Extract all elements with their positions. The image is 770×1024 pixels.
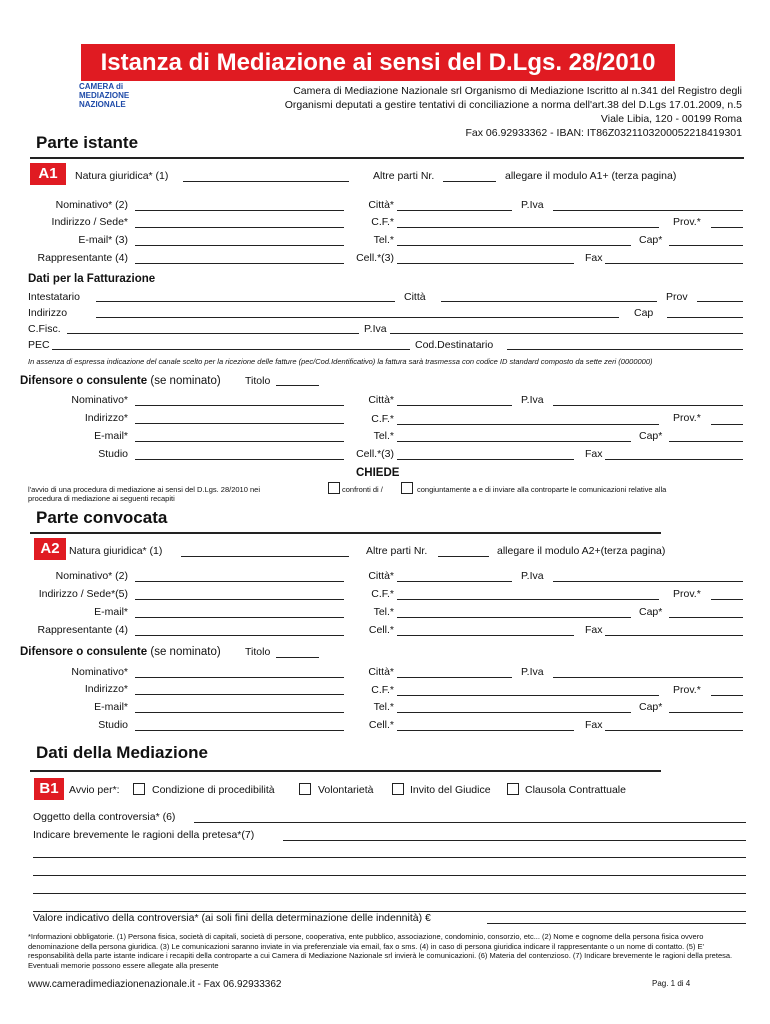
cap-field[interactable]: [669, 245, 743, 246]
difensore2-fax-field[interactable]: [605, 730, 743, 731]
conv-piva-field[interactable]: [553, 581, 743, 582]
difensore2-cf-field[interactable]: [397, 695, 659, 696]
difensore1-studio-field[interactable]: [135, 459, 344, 460]
conv-label-rappresentante: Rappresentante (4): [37, 624, 128, 636]
difensore1-label-cell: Cell.*(3): [356, 448, 394, 460]
oggetto-field[interactable]: [194, 822, 746, 823]
conv-label-prov: Prov.*: [673, 588, 701, 600]
difensore1-label-piva: P.Iva: [521, 394, 544, 406]
label-fatt-citta: Città: [404, 291, 426, 303]
logo-line-2: MEDIAZIONE: [79, 91, 130, 100]
conv-label-citta: Città*: [368, 570, 394, 582]
citta-field[interactable]: [397, 210, 512, 211]
difensore2-label-email: E-mail*: [94, 701, 128, 713]
conv-altre-parti-field[interactable]: [438, 556, 489, 557]
conv-nominativo-field[interactable]: [135, 581, 344, 582]
checkbox-clausola[interactable]: [507, 783, 519, 795]
label-fatt-piva: P.Iva: [364, 323, 387, 335]
difensore1-fax-field[interactable]: [605, 459, 743, 460]
difensore2-tel-field[interactable]: [397, 712, 631, 713]
difensore2-citta-field[interactable]: [397, 677, 512, 678]
difensore2-titolo-field[interactable]: [276, 657, 319, 658]
fax-field[interactable]: [605, 263, 743, 264]
conv-natura-field[interactable]: [181, 556, 349, 557]
difensore2-label-citta: Città*: [368, 666, 394, 678]
fatturazione-title: Dati per la Fatturazione: [28, 273, 156, 285]
difensore1-label-citta: Città*: [368, 394, 394, 406]
natura-field[interactable]: [183, 181, 349, 182]
conv-indirizzo-field[interactable]: [135, 599, 344, 600]
pec-field[interactable]: [52, 349, 410, 350]
difensore1-nominativo-field[interactable]: [135, 405, 344, 406]
badge-a2: A2: [34, 538, 66, 560]
difensore1-citta-field[interactable]: [397, 405, 512, 406]
difensore1-cap-field[interactable]: [669, 441, 743, 442]
fatt-prov-field[interactable]: [697, 301, 743, 302]
footnote: *Informazioni obbligatorie. (1) Persona fisica, società di capitali, società di persone, cooperativa, ente pubblico, associazione, condominio, consorzio, etc... (2) Nome e cognome della persona fisica ovvero denominazione della persona giuridica. (3) Le comunicazioni saranno inviate in via preferenziale via email, fax o sms. (4) in caso di persona giuridica indicare il rappresentante o un nome di contatto. (5) E' responsabilità della parte istante indicare i recapiti della controparte a cui Camera di Mediazione Nazionale srl invierà le comunicazioni. (6) Materia del contenzioso. (7) Indicare brevemente le ragioni della pretesa. Eventuali memorie possono essere allegate alla presente: [28, 932, 733, 970]
badge-b1: B1: [34, 778, 64, 800]
form-title: Istanza di Mediazione ai sensi del D.Lgs. 28/2010: [81, 44, 675, 81]
label-nominativo: Nominativo* (2): [55, 199, 128, 211]
difensore1-piva-field[interactable]: [553, 405, 743, 406]
label-rappresentante: Rappresentante (4): [37, 252, 128, 264]
label-avvio: Avvio per*:: [69, 784, 120, 796]
label-tel: Tel.*: [373, 234, 394, 246]
label-intestatario: Intestatario: [28, 291, 80, 303]
label-clausola: Clausola Contrattuale: [525, 784, 626, 796]
label-cap: Cap*: [639, 234, 663, 246]
piva-field[interactable]: [553, 210, 743, 211]
footer-website: www.cameradimediazionenazionale.it - Fax 06.92933362: [28, 979, 282, 990]
prov-field[interactable]: [711, 227, 743, 228]
label-valore: Valore indicativo della controversia* (ai soli fini della determinazione delle indennità) €: [33, 912, 431, 924]
conv-email-field[interactable]: [135, 617, 344, 618]
difensore2-piva-field[interactable]: [553, 677, 743, 678]
difensore1-label-studio: Studio: [98, 448, 128, 460]
conv-cell-field[interactable]: [397, 635, 574, 636]
conv-cf-field[interactable]: [397, 599, 659, 600]
chiede-text-c: congiuntamente a e di inviare alla controparte le comunicazioni relative alla: [417, 485, 667, 494]
conv-label-email: E-mail*: [94, 606, 128, 618]
label-prov: Prov.*: [673, 216, 701, 228]
label-indirizzo: Indirizzo / Sede*: [51, 216, 128, 228]
header-line-4: Fax 06.92933362 - IBAN: IT86Z0321103200052218419301: [465, 127, 742, 139]
label-fatt-cap: Cap: [634, 307, 654, 319]
difensore1-title-row: [20, 375, 221, 387]
conv-rappresentante-field[interactable]: [135, 635, 344, 636]
difensore2-title-row: [20, 646, 221, 658]
intestatario-field[interactable]: [96, 301, 395, 302]
label-volontarieta: Volontarietà: [318, 784, 374, 796]
difensore2-label-cf: C.F.*: [371, 684, 394, 696]
conv-label-cf: C.F.*: [371, 588, 394, 600]
logo-line-1: CAMERA di: [79, 82, 124, 91]
difensore2-label-tel: Tel.*: [373, 701, 394, 713]
difensore2-label-piva: P.Iva: [521, 666, 544, 678]
conv-label-altre-parti: Altre parti Nr.: [366, 545, 428, 557]
conv-citta-field[interactable]: [397, 581, 512, 582]
header-line-1: Camera di Mediazione Nazionale srl Organismo di Mediazione Iscritto al n.341 del Registro degli: [293, 85, 742, 97]
difensore2-label-studio: Studio: [98, 719, 128, 731]
label-cod: Cod.Destinatario: [415, 339, 494, 351]
difensore2-label-titolo: Titolo: [245, 646, 271, 658]
section-title-mediazione: Dati della Mediazione: [36, 743, 208, 762]
fatt-cap-field[interactable]: [667, 317, 743, 318]
difensore2-studio-field[interactable]: [135, 730, 344, 731]
chiede-text-d: procedura di mediazione ai seguenti recapiti: [28, 494, 175, 503]
difensore1-title: Difensore o consulente: [20, 375, 148, 387]
label-fatt-prov: Prov: [666, 291, 688, 303]
ragioni-line-2[interactable]: [33, 857, 746, 858]
tel-field[interactable]: [397, 245, 631, 246]
conv-label-piva: P.Iva: [521, 570, 544, 582]
label-cf: C.F.*: [371, 216, 394, 228]
difensore1-label-prov: Prov.*: [673, 412, 701, 424]
label-pec: PEC: [28, 339, 50, 351]
conv-cap-field[interactable]: [669, 617, 743, 618]
section-rule-2: [30, 532, 661, 534]
label-piva: P.Iva: [521, 199, 544, 211]
logo: [79, 83, 139, 117]
difensore2-label-cell: Cell.*: [368, 719, 394, 731]
checkbox-invito-giudice[interactable]: [392, 783, 404, 795]
checkbox-procedibilita[interactable]: [133, 783, 145, 795]
conv-fax-field[interactable]: [605, 635, 743, 636]
label-fax: Fax: [585, 252, 603, 264]
header-line-3: Viale Libia, 120 - 00199 Roma: [600, 113, 742, 125]
label-citta: Città*: [368, 199, 394, 211]
section-title-istante: Parte istante: [36, 133, 139, 152]
difensore1-tel-field[interactable]: [397, 441, 631, 442]
label-email: E-mail* (3): [78, 234, 128, 246]
difensore2-se-nominato: (se nominato): [150, 646, 221, 658]
difensore2-email-field[interactable]: [135, 712, 344, 713]
fatturazione-note: In assenza di espressa indicazione del canale scelto per la ricezione delle fatture (pec/Cod.Identificativo) la fattura sarà trasmessa con codice ID standard composto da sette zeri (0000000): [28, 357, 653, 366]
ragioni-line-3[interactable]: [33, 875, 746, 876]
label-oggetto: Oggetto della controversia* (6): [33, 811, 176, 823]
difensore1-se-nominato: (se nominato): [150, 375, 221, 387]
difensore1-prov-field[interactable]: [711, 424, 743, 425]
difensore1-titolo-field[interactable]: [276, 385, 319, 386]
rappresentante-field[interactable]: [135, 263, 344, 264]
label-invito-giudice: Invito del Giudice: [410, 784, 491, 796]
conv-label-tel: Tel.*: [373, 606, 394, 618]
chiede-title: CHIEDE: [356, 467, 400, 479]
difensore1-label-fax: Fax: [585, 448, 603, 460]
label-cfisc: C.Fisc.: [28, 323, 61, 335]
fatt-indirizzo-field[interactable]: [96, 317, 619, 318]
conv-label-cap: Cap*: [639, 606, 663, 618]
difensore1-label-email: E-mail*: [94, 430, 128, 442]
difensore2-label-cap: Cap*: [639, 701, 663, 713]
difensore2-label-nominativo: Nominativo*: [71, 666, 128, 678]
difensore1-email-field[interactable]: [135, 441, 344, 442]
conv-label-fax: Fax: [585, 624, 603, 636]
difensore2-cell-field[interactable]: [397, 730, 574, 731]
difensore2-label-indirizzo: Indirizzo*: [84, 683, 128, 695]
difensore2-label-prov: Prov.*: [673, 684, 701, 696]
difensore1-label-cf: C.F.*: [371, 413, 394, 425]
difensore2-cap-field[interactable]: [669, 712, 743, 713]
difensore1-label-nominativo: Nominativo*: [71, 394, 128, 406]
difensore1-label-titolo: Titolo: [245, 375, 271, 387]
label-fatt-indirizzo: Indirizzo: [28, 307, 68, 319]
label-altre-parti: Altre parti Nr.: [373, 170, 435, 182]
cell-field[interactable]: [397, 263, 574, 264]
difensore1-label-indirizzo: Indirizzo*: [84, 412, 128, 424]
difensore2-nominativo-field[interactable]: [135, 677, 344, 678]
email-field[interactable]: [135, 245, 344, 246]
conv-label-allegare: allegare il modulo A2+(terza pagina): [497, 545, 666, 557]
difensore1-label-tel: Tel.*: [373, 430, 394, 442]
altre-parti-field[interactable]: [443, 181, 496, 182]
logo-line-3: NAZIONALE: [79, 100, 126, 109]
chiede-checkbox-1[interactable]: [328, 482, 340, 494]
conv-label-indirizzo: Indirizzo / Sede*(5): [38, 588, 128, 600]
cod-field[interactable]: [507, 349, 743, 350]
fatt-piva-field[interactable]: [390, 333, 743, 334]
label-natura: Natura giuridica* (1): [75, 170, 169, 182]
difensore2-prov-field[interactable]: [711, 695, 743, 696]
indirizzo-field[interactable]: [135, 227, 344, 228]
valore-field[interactable]: [487, 923, 746, 924]
section-rule-3: [30, 770, 661, 772]
conv-prov-field[interactable]: [711, 599, 743, 600]
ragioni-line-4[interactable]: [33, 893, 746, 894]
conv-tel-field[interactable]: [397, 617, 631, 618]
chiede-text-b: confronti di /: [342, 485, 383, 494]
nominativo-field[interactable]: [135, 210, 344, 211]
cf-field[interactable]: [397, 227, 659, 228]
page-number: Pag. 1 di 4: [652, 979, 691, 988]
header-line-2: Organismi deputati a gestire tentativi di conciliazione a norma dell'art.38 del D.Lgs 17.01.2009, n.5: [284, 99, 742, 111]
chiede-checkbox-2[interactable]: [401, 482, 413, 494]
badge-a1: A1: [30, 163, 66, 185]
difensore1-cf-field[interactable]: [397, 424, 659, 425]
label-cell: Cell.*(3): [356, 252, 394, 264]
chiede-text-a: l'avvio di una procedura di mediazione ai sensi del D.Lgs. 28/2010 nei: [28, 485, 260, 494]
conv-label-cell: Cell.*: [368, 624, 394, 636]
difensore1-cell-field[interactable]: [397, 459, 574, 460]
checkbox-volontarieta[interactable]: [299, 783, 311, 795]
section-rule: [30, 157, 744, 159]
conv-label-natura: Natura giuridica* (1): [69, 545, 163, 557]
difensore2-label-fax: Fax: [585, 719, 603, 731]
difensore2-title: Difensore o consulente: [20, 646, 148, 658]
label-allegare: allegare il modulo A1+ (terza pagina): [505, 170, 677, 182]
label-ragioni: Indicare brevemente le ragioni della pretesa*(7): [33, 829, 255, 841]
difensore2-indirizzo-field[interactable]: [135, 694, 344, 695]
ragioni-field[interactable]: [283, 840, 746, 841]
section-title-convocata: Parte convocata: [36, 508, 168, 527]
label-procedibilita: Condizione di procedibilità: [152, 784, 275, 796]
fatt-citta-field[interactable]: [441, 301, 657, 302]
conv-label-nominativo: Nominativo* (2): [55, 570, 128, 582]
cfisc-field[interactable]: [67, 333, 359, 334]
difensore1-label-cap: Cap*: [639, 430, 663, 442]
difensore1-indirizzo-field[interactable]: [135, 423, 344, 424]
